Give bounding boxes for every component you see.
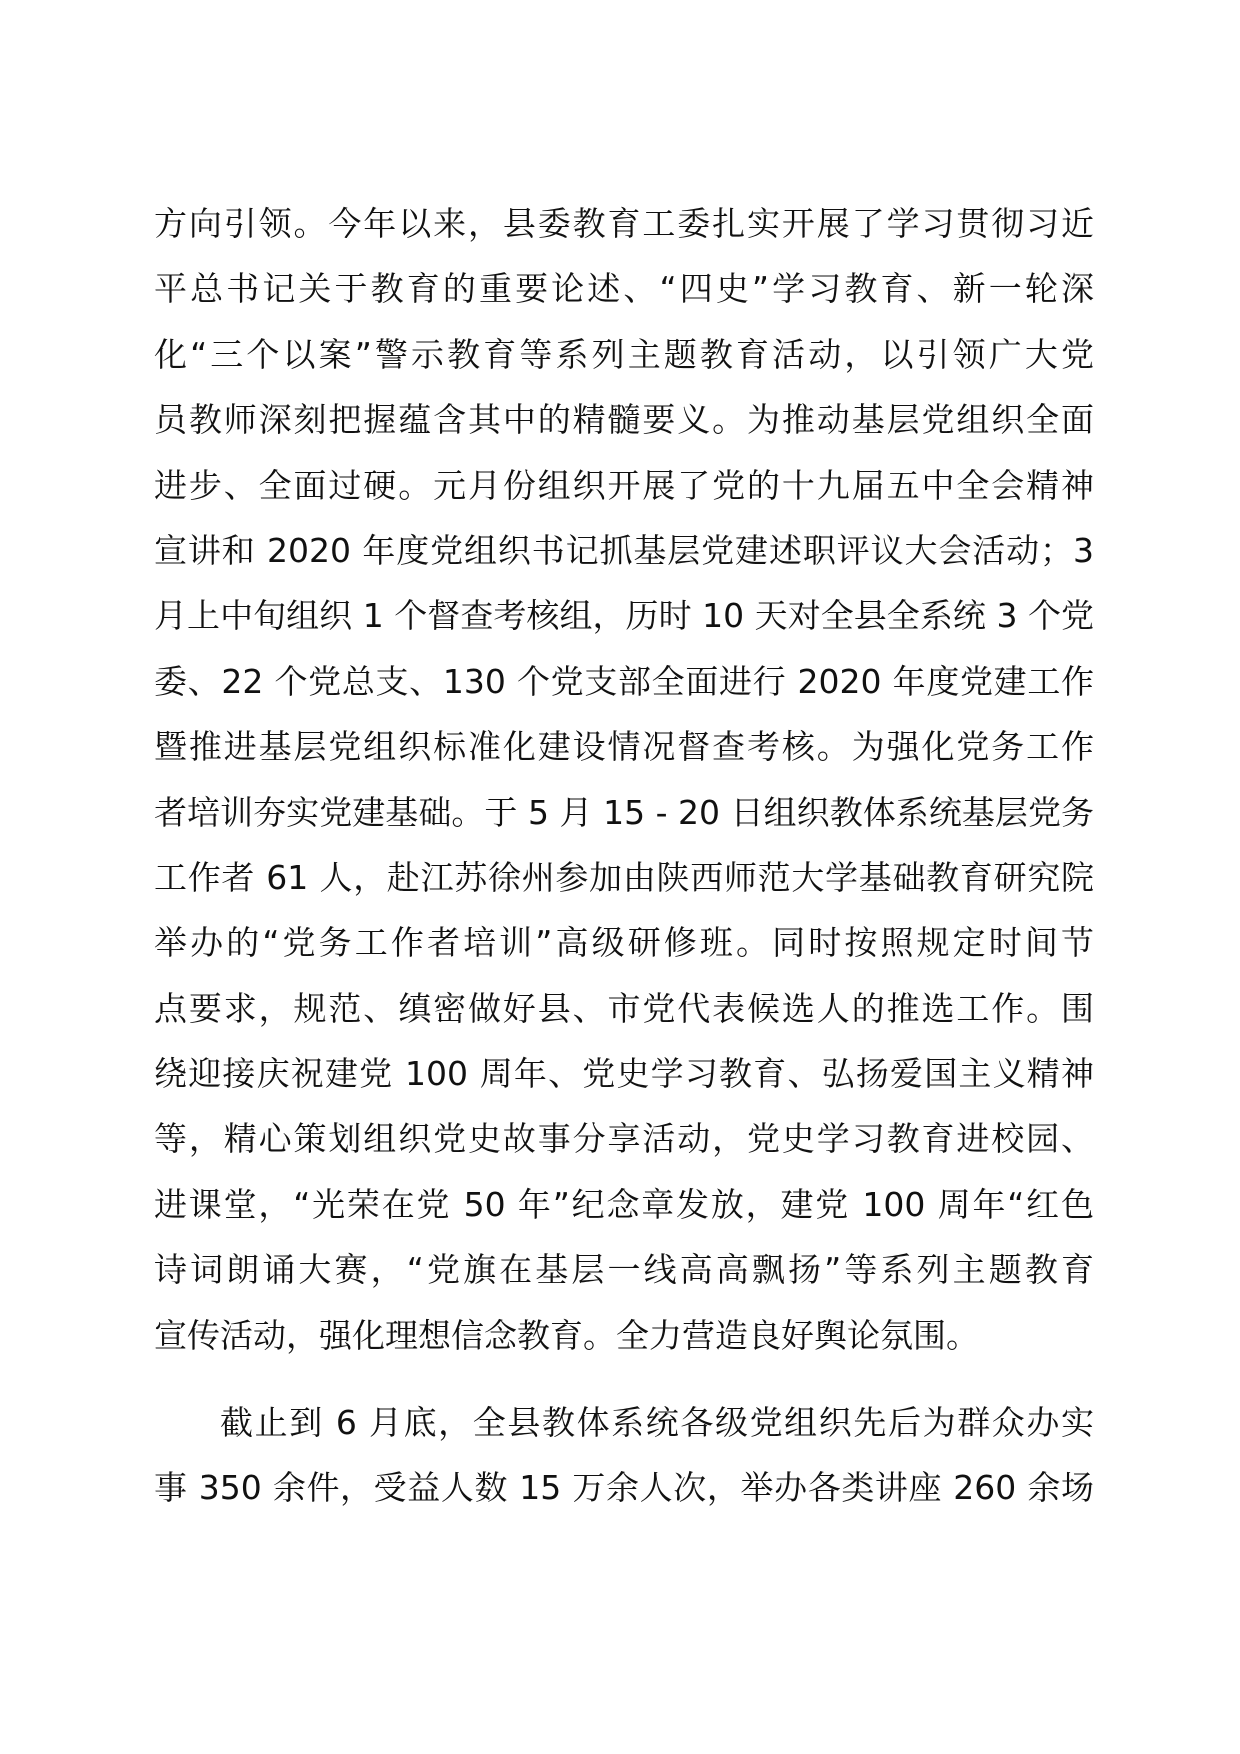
text-line: 宣传活动，强化理想信念教育。全力营造良好舆论氛围。 bbox=[154, 1315, 979, 1355]
text-line: 进课堂，“光荣在党 50 年”纪念章发放，建党 100 周年“红色 bbox=[154, 1184, 1094, 1224]
paragraph bbox=[154, 191, 1094, 1368]
paragraph bbox=[154, 1390, 1094, 1521]
document-body bbox=[154, 191, 1094, 1521]
text-line: 平总书记关于教育的重要论述、“四史”学习教育、新一轮深 bbox=[154, 269, 1094, 309]
text-line: 宣讲和 2020 年度党组织书记抓基层党建述职评议大会活动；3 bbox=[154, 530, 1094, 570]
text-line: 月上中旬组织 1 个督查考核组，历时 10 天对全县全系统 3 个党 bbox=[154, 596, 1094, 636]
text-line: 事 350 余件，受益人数 15 万余人次，举办各类讲座 260 余场 bbox=[154, 1468, 1094, 1508]
paragraph-spacing bbox=[154, 1368, 1094, 1390]
text-line: 绕迎接庆祝建党 100 周年、党史学习教育、弘扬爱国主义精神 bbox=[154, 1054, 1094, 1094]
text-line: 点要求，规范、缜密做好县、市党代表候选人的推选工作。围 bbox=[154, 988, 1094, 1028]
text-line: 诗词朗诵大赛，“党旗在基层一线高高飘扬”等系列主题教育 bbox=[154, 1250, 1094, 1290]
text-line: 委、22 个党总支、130 个党支部全面进行 2020 年度党建工作 bbox=[154, 661, 1094, 701]
text-line: 者培训夯实党建基础。于 5 月 15 - 20 日组织教体系统基层党务 bbox=[154, 792, 1094, 832]
text-line: 暨推进基层党组织标准化建设情况督查考核。为强化党务工作 bbox=[154, 727, 1094, 767]
text-line: 截止到 6 月底，全县教体系统各级党组织先后为群众办实 bbox=[220, 1403, 1094, 1443]
text-line: 方向引领。今年以来，县委教育工委扎实开展了学习贯彻习近 bbox=[154, 204, 1094, 243]
text-line: 工作者 61 人，赴江苏徐州参加由陕西师范大学基础教育研究院 bbox=[154, 857, 1094, 897]
text-line: 进步、全面过硬。元月份组织开展了党的十九届五中全会精神 bbox=[154, 465, 1094, 505]
text-line: 等，精心策划组织党史故事分享活动，党史学习教育进校园、 bbox=[154, 1119, 1094, 1159]
text-line: 员教师深刻把握蕴含其中的精髓要义。为推动基层党组织全面 bbox=[154, 400, 1094, 440]
text-line: 化“三个以案”警示教育等系列主题教育活动，以引领广大党 bbox=[154, 334, 1094, 374]
text-line: 举办的“党务工作者培训”高级研修班。同时按照规定时间节 bbox=[154, 923, 1094, 963]
